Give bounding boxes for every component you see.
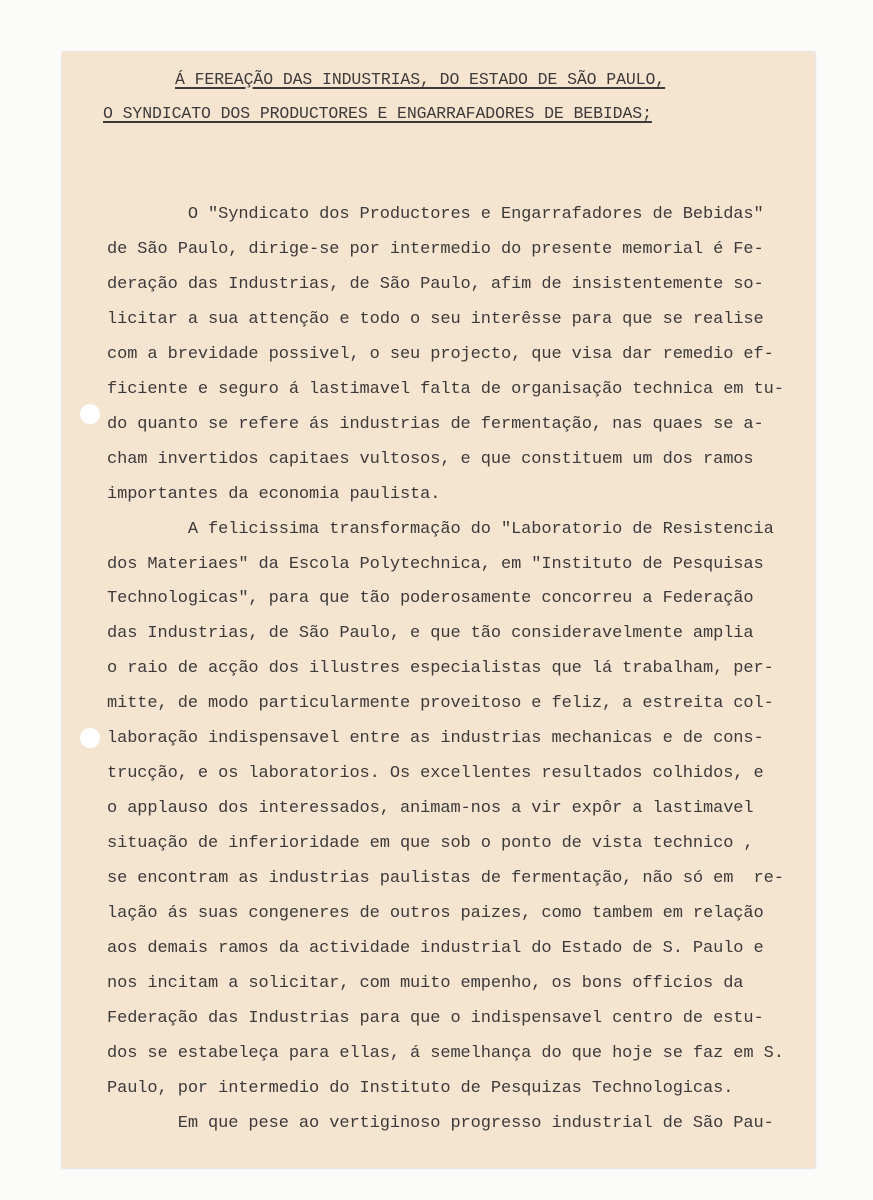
text-line: dos se estabeleça para ellas, á semelhança do que hoje se faz em S. — [107, 1043, 784, 1063]
text-line: com a brevidade possivel, o seu projecto, que visa dar remedio ef- — [107, 344, 774, 364]
text-line: Federação das Industrias para que o indispensavel centro de estu- — [107, 1008, 764, 1028]
text-line: dos Materiaes" da Escola Polytechnica, em "Instituto de Pesquisas — [107, 554, 764, 574]
text-line: importantes da economia paulista. — [107, 484, 441, 504]
heading-line-2: O SYNDICATO DOS PRODUCTORES E ENGARRAFADORES DE BEBIDAS; — [103, 104, 652, 123]
text-line: nos incitam a solicitar, com muito empenho, os bons officios da — [107, 973, 744, 993]
text-line: laboração indispensavel entre as industrias mechanicas e de cons- — [107, 729, 764, 749]
text-line: deração das Industrias, de São Paulo, afim de insistentemente so- — [107, 274, 764, 294]
text-line: trucção, e os laboratorios. Os excellentes resultados colhidos, e — [107, 764, 764, 784]
text-line: das Industrias, de São Paulo, e que tão consideravelmente amplia — [107, 624, 754, 644]
text-line: mitte, de modo particularmente proveitoso e feliz, a estreita col- — [107, 694, 774, 714]
text-line: o raio de acção dos illustres especialistas que lá trabalham, per- — [107, 659, 774, 679]
text-line: lação ás suas congeneres de outros paizes, como tambem em relação — [107, 904, 764, 923]
text-line: Paulo, por intermedio do Instituto de Pesquizas Technologicas. — [107, 1078, 734, 1098]
text-line: O "Syndicato dos Productores e Engarrafadores de Bebidas" — [107, 205, 764, 224]
text-line: licitar a sua attenção e todo o seu interêsse para que se realise — [107, 309, 764, 329]
text-line: aos demais ramos da actividade industrial do Estado de S. Paulo e — [107, 938, 764, 958]
text-line: cham invertidos capitaes vultosos, e que constituem um dos ramos — [107, 449, 754, 469]
text-line: A felicissima transformação do "Laboratorio de Resistencia — [107, 519, 774, 539]
punch-hole — [80, 728, 100, 748]
text-line: o applauso dos interessados, animam-nos a vir expôr a lastimavel — [107, 799, 754, 819]
text-line: se encontram as industrias paulistas de fermentação, não só em re- — [107, 869, 784, 889]
punch-hole — [80, 404, 100, 424]
text-line: do quanto se refere ás industrias de fermentação, nas quaes se a- — [107, 414, 764, 434]
text-line: Em que pese ao vertiginoso progresso industrial de São Pau- — [107, 1113, 774, 1133]
text-line: ficiente e seguro á lastimavel falta de organisação technica em tu- — [107, 379, 784, 399]
text-line: de São Paulo, dirige-se por intermedio do presente memorial é Fe- — [107, 239, 764, 259]
document-page — [62, 52, 815, 1168]
text-line: Technologicas", para que tão poderosamente concorreu a Federação — [107, 589, 754, 609]
heading-line-1: Á FEREAÇÃO DAS INDUSTRIAS, DO ESTADO DE SÃO PAULO, — [175, 70, 666, 89]
text-line: situação de inferioridade em que sob o ponto de vista technico , — [107, 834, 754, 854]
